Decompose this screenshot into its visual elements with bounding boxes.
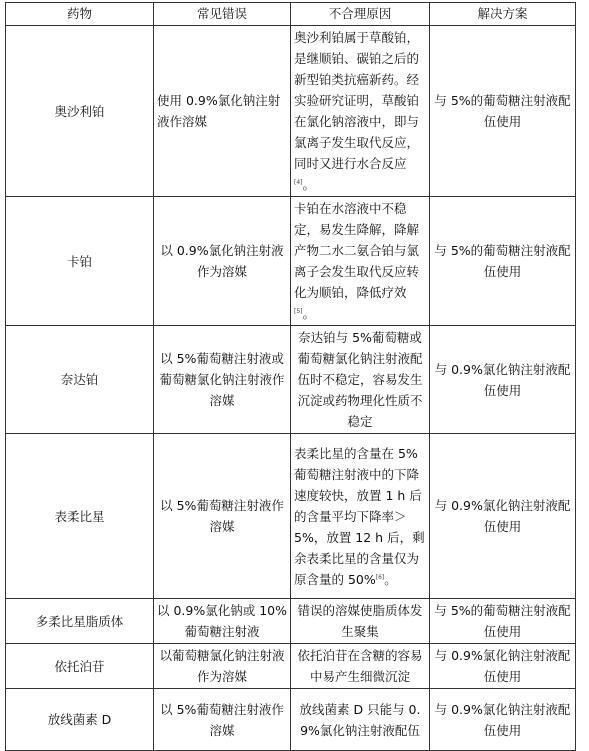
table-row [6, 26, 576, 197]
solution-cell: 与 5%的葡萄糖注射液配伍使用 [430, 197, 576, 326]
reason-text: 奥沙利铂属于草酸铂，是继顺铂、碳铂之后的新型铂类抗癌新药。经实验研究证明，草酸铂在氯化钠溶液中，即与氯离子发生取代反应，同时又进行水合反应 [294, 30, 420, 171]
drug-cell: 奥沙利铂 [6, 26, 154, 197]
error-cell: 以 5%葡萄糖注射液作溶媒 [154, 689, 291, 751]
reference-mark: [4] [294, 178, 303, 186]
reason-end: 。 [302, 306, 316, 321]
reason-cell [291, 197, 430, 326]
solution-cell: 与 0.9%氯化钠注射液配伍使用 [430, 326, 576, 434]
table-row [6, 434, 576, 599]
reason-cell: 错误的溶媒使脂质体发生聚集 [291, 599, 430, 644]
table-row [6, 599, 576, 644]
header-common-error: 常见错误 [154, 3, 291, 26]
header-reason: 不合理原因 [291, 3, 430, 26]
drug-cell: 依托泊苷 [6, 644, 154, 689]
reason-cell [291, 26, 430, 197]
reason-cell: 放线菌素 D 只能与 0.9%氯化钠注射液配伍 [291, 689, 430, 751]
header-solution: 解决方案 [430, 3, 576, 26]
error-cell: 以 5%葡萄糖注射液作溶媒 [154, 434, 291, 599]
error-cell: 以 5%葡萄糖注射液或葡萄糖氯化钠注射液作溶媒 [154, 326, 291, 434]
solution-cell: 与 0.9%氯化钠注射液配伍使用 [430, 689, 576, 751]
drug-cell: 奈达铂 [6, 326, 154, 434]
reason-cell [291, 434, 430, 599]
drug-cell: 表柔比星 [6, 434, 154, 599]
solution-cell: 与 0.9%氯化钠注射液配伍使用 [430, 644, 576, 689]
drug-cell: 卡铂 [6, 197, 154, 326]
error-cell: 以葡萄糖氯化钠注射液作为溶媒 [154, 644, 291, 689]
reason-cell: 依托泊苷在含糖的容易中易产生细微沉淀 [291, 644, 430, 689]
table-row [6, 326, 576, 434]
header-drug: 药物 [6, 3, 154, 26]
solution-cell: 与 5%的葡萄糖注射液配伍使用 [430, 599, 576, 644]
reference-mark: [6] [375, 573, 385, 581]
reference-mark: [5] [294, 307, 303, 315]
reason-text: 表柔比星的含量在 5%葡萄糖注射液中的下降速度较快，放置 1 h 后的含量平均下降率＞5%，放置 12 h 后，剩余表柔比星的含量仅为原含量的 50% [294, 445, 425, 587]
drug-cell: 放线菌素 D [6, 689, 154, 751]
reason-end: 。 [384, 571, 397, 587]
drug-solvent-table [5, 2, 576, 751]
solution-cell: 与 5%的葡萄糖注射液配伍使用 [430, 26, 576, 197]
table-row [6, 197, 576, 326]
reason-cell: 奈达铂与 5%葡萄糖或葡萄糖氯化钠注射液配伍时不稳定，容易发生沉淀或药物理化性质不稳定 [291, 326, 430, 434]
solution-cell: 与 0.9%氯化钠注射液配伍使用 [430, 434, 576, 599]
error-cell: 以 0.9%氯化钠或 10%葡萄糖注射液 [154, 599, 291, 644]
table-row [6, 689, 576, 751]
drug-cell: 多柔比星脂质体 [6, 599, 154, 644]
error-cell: 使用 0.9%氯化钠注射液作溶媒 [154, 26, 291, 197]
header-row [6, 3, 576, 26]
reason-end: 。 [302, 177, 316, 192]
table-row [6, 644, 576, 689]
error-cell: 以 0.9%氯化钠注射液作为溶媒 [154, 197, 291, 326]
reason-text: 卡铂在水溶液中不稳定，易发生降解，降解产物二水二氨合铂与氯离子会发生取代反应转化为顺铂，降低疗效 [294, 201, 420, 300]
